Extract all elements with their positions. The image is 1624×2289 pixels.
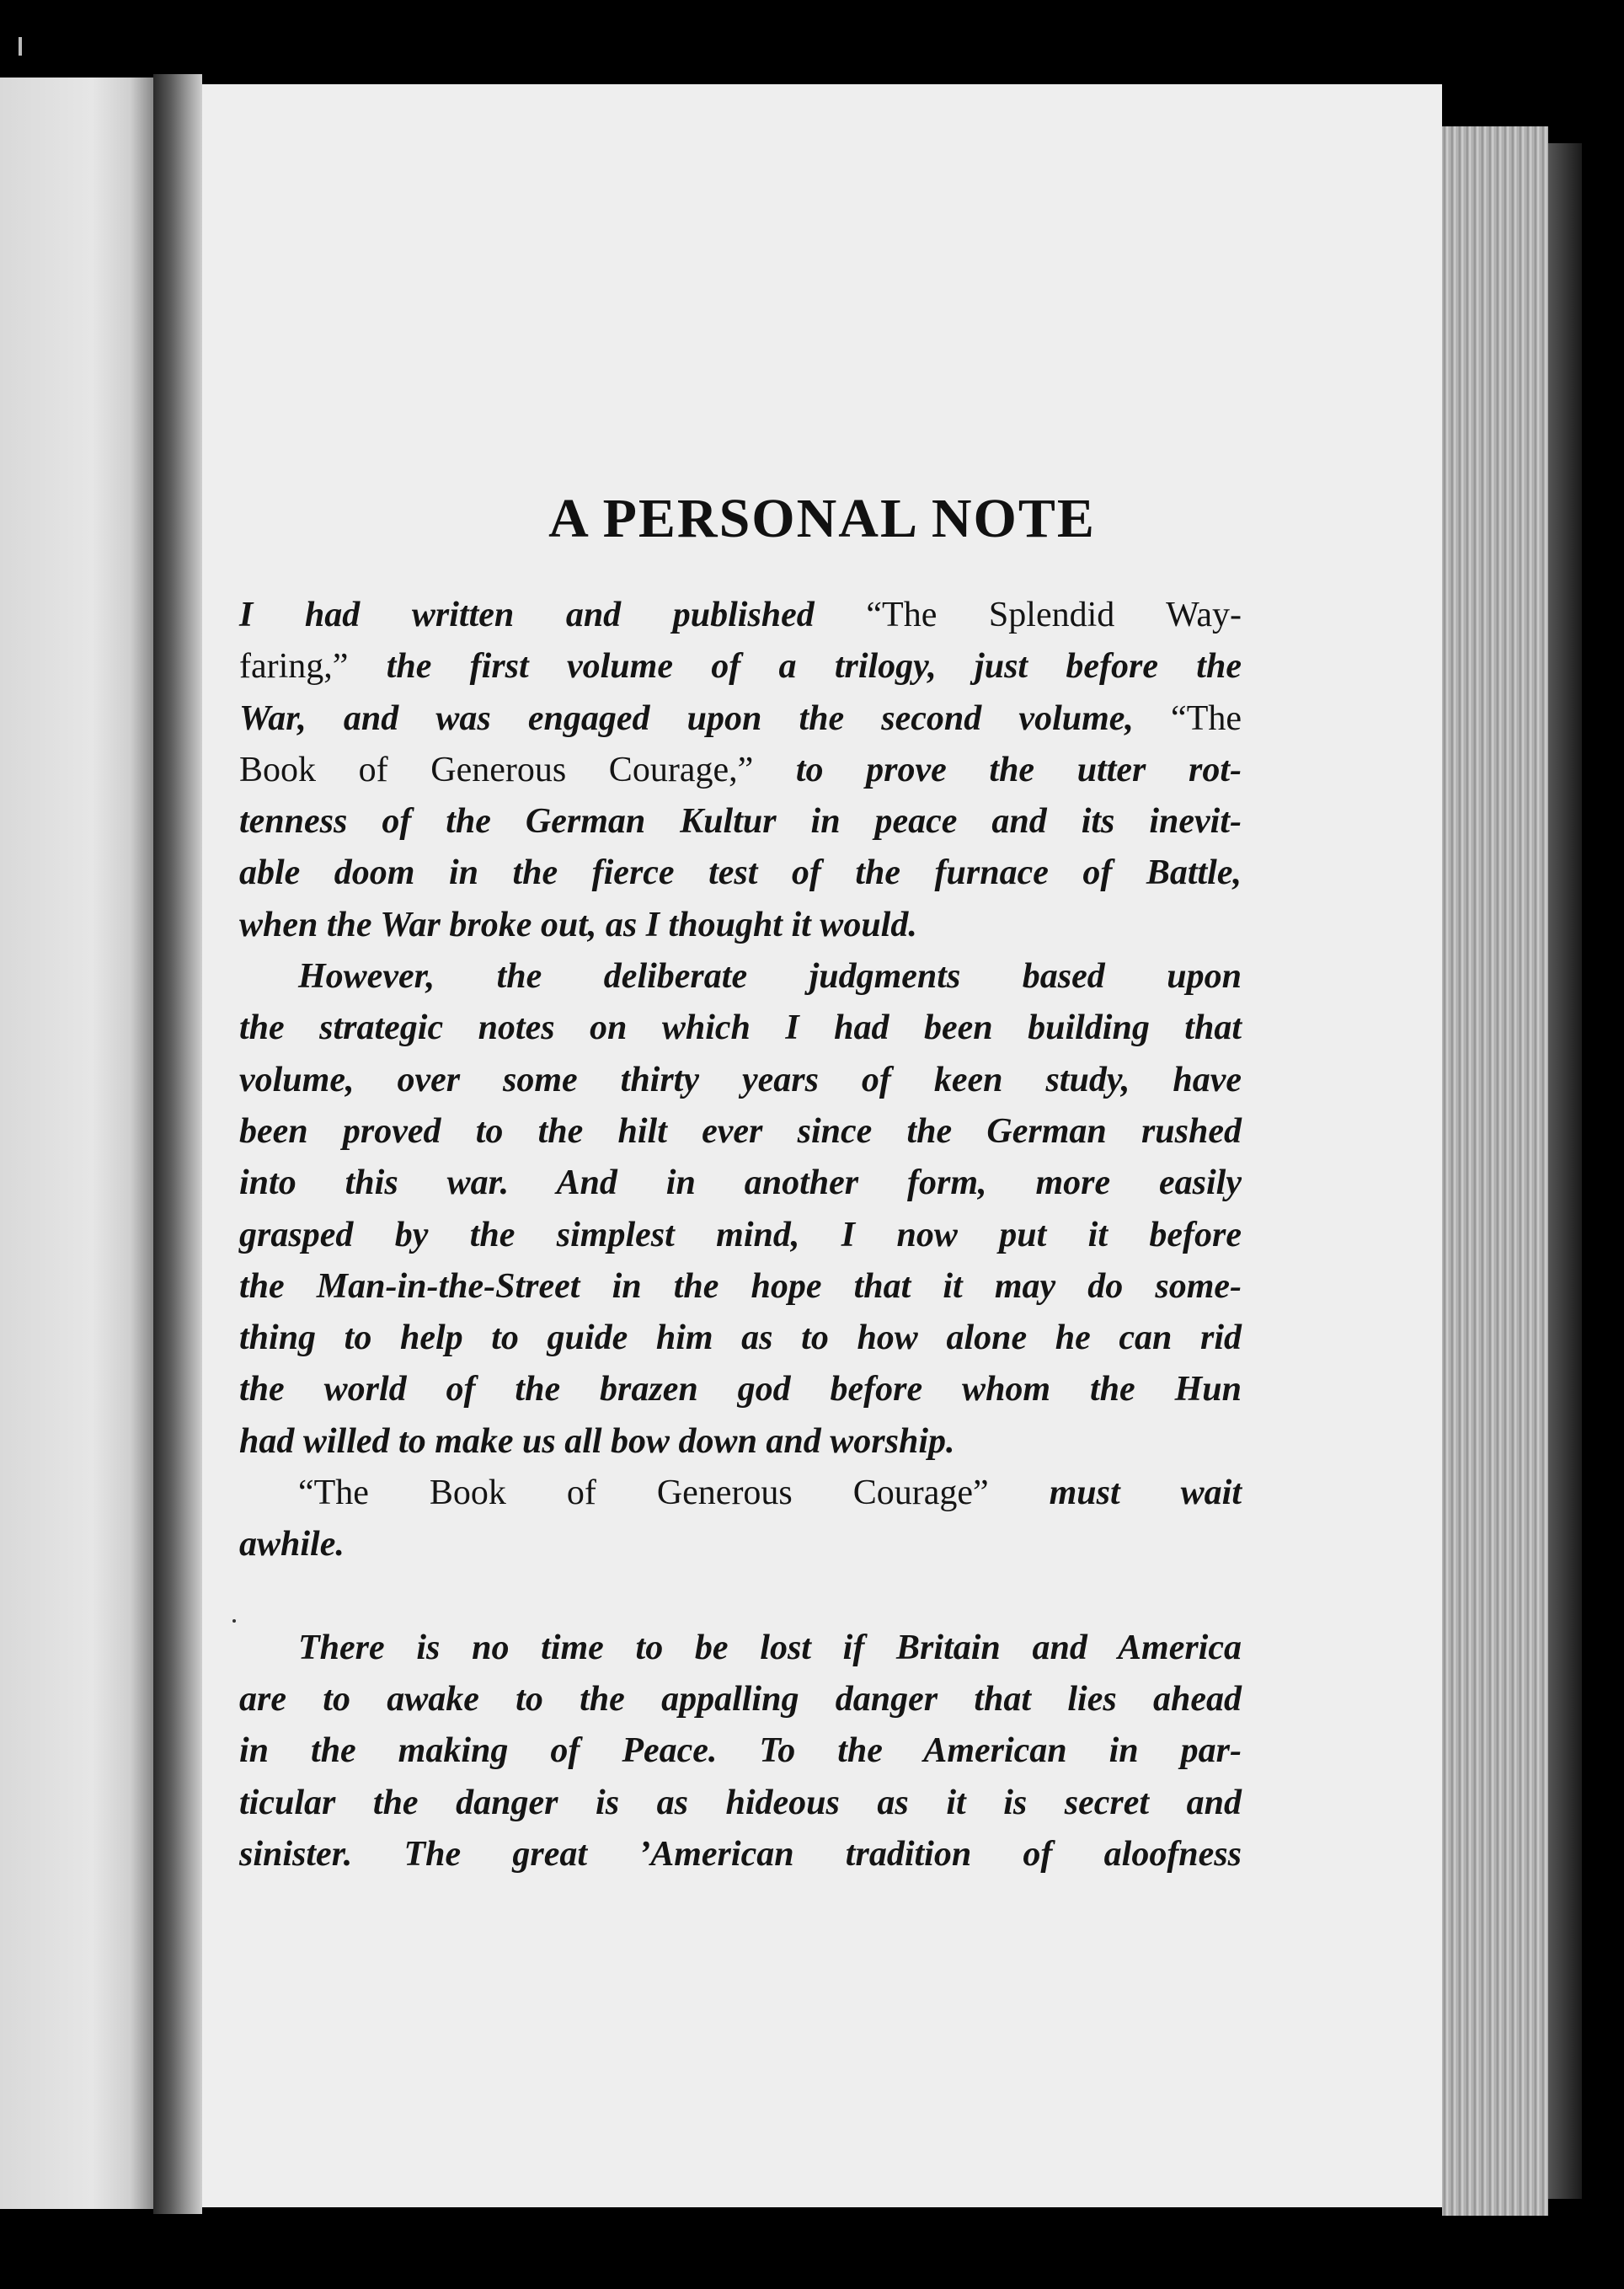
page-heading: A PERSONAL NOTE <box>548 488 1096 549</box>
italic-text-segment: the strategic notes on which I had been building that <box>239 1008 1242 1048</box>
italic-text-segment: the first volume of a trilogy, just before the <box>386 647 1242 687</box>
italic-text-segment: able doom in the fierce test of the furnace of Battle, <box>239 853 1242 893</box>
ink-speck <box>232 1619 236 1623</box>
text-line <box>239 1003 1242 1054</box>
italic-text-segment: into this war. And in another form, more easily <box>239 1163 1242 1203</box>
text-line <box>239 1106 1242 1158</box>
text-line <box>239 745 1242 796</box>
text-line <box>239 1313 1242 1364</box>
text-line <box>239 1468 1242 1519</box>
text-line <box>239 900 1242 951</box>
body-text <box>239 590 1242 1880</box>
scan-mark <box>19 37 22 56</box>
text-line <box>239 1829 1242 1880</box>
italic-text-segment: are to awake to the appalling danger that lies ahead <box>239 1679 1242 1719</box>
text-line <box>239 1055 1242 1106</box>
italic-text-segment: grasped by the simplest mind, I now put it before <box>239 1215 1242 1254</box>
book-gutter <box>153 74 202 2214</box>
text-line <box>239 1158 1242 1209</box>
italic-text-segment: However, the deliberate judgments based upon <box>298 957 1242 997</box>
text-line <box>239 641 1242 693</box>
italic-text-segment: had willed to make us all bow down and worship. <box>239 1421 955 1461</box>
roman-text-segment: “The Book of Generous Courage” <box>298 1473 1050 1513</box>
roman-text-segment: “The Splendid Way- <box>866 596 1242 634</box>
text-line <box>239 1725 1242 1777</box>
roman-text-segment: faring,” <box>239 647 387 687</box>
text-line <box>239 1416 1242 1468</box>
italic-text-segment: in the making of Peace. To the American in par- <box>239 1731 1242 1771</box>
text-line <box>239 796 1242 848</box>
text-line <box>239 1778 1242 1829</box>
italic-text-segment: ticular the danger is as hideous as it is secret and <box>239 1783 1242 1822</box>
italic-text-segment: I had written and published <box>239 596 867 634</box>
text-line <box>239 848 1242 899</box>
italic-text-segment: the world of the brazen god before whom the Hun <box>239 1370 1242 1409</box>
italic-text-segment: sinister. The great ’American tradition of aloofness <box>239 1834 1242 1874</box>
roman-text-segment: “The <box>1171 698 1242 738</box>
text-line <box>239 1519 1242 1570</box>
page-stack-edge <box>1442 126 1548 2216</box>
text-line <box>239 1674 1242 1725</box>
italic-text-segment: to prove the utter rot- <box>795 750 1242 789</box>
italic-text-segment: There is no time to be lost if Britain and America <box>298 1628 1242 1667</box>
text-line <box>239 1261 1242 1313</box>
text-line <box>239 1623 1242 1674</box>
paragraph-gap <box>239 1571 1242 1623</box>
italic-text-segment: must wait <box>1049 1473 1242 1513</box>
text-line <box>239 1210 1242 1261</box>
text-line <box>239 590 1242 641</box>
left-page-edge <box>0 78 153 2209</box>
italic-text-segment: the Man-in-the-Street in the hope that it may do some- <box>239 1266 1242 1306</box>
italic-text-segment: awhile. <box>239 1525 345 1564</box>
roman-text-segment: Book of Generous Courage,” <box>239 750 796 789</box>
italic-text-segment: volume, over some thirty years of keen study, have <box>239 1060 1242 1099</box>
italic-text-segment: when the War broke out, as I thought it would. <box>239 905 917 944</box>
text-line <box>239 1364 1242 1415</box>
italic-text-segment: tenness of the German Kultur in peace and its inevit- <box>239 802 1242 842</box>
italic-text-segment: been proved to the hilt ever since the German rushed <box>239 1111 1242 1151</box>
italic-text-segment: thing to help to guide him as to how alone he can rid <box>239 1318 1242 1358</box>
page-stack-shadow <box>1548 143 1582 2199</box>
text-line <box>239 951 1242 1003</box>
text-line <box>239 693 1242 745</box>
italic-text-segment: War, and was engaged upon the second volume, <box>239 698 1172 738</box>
